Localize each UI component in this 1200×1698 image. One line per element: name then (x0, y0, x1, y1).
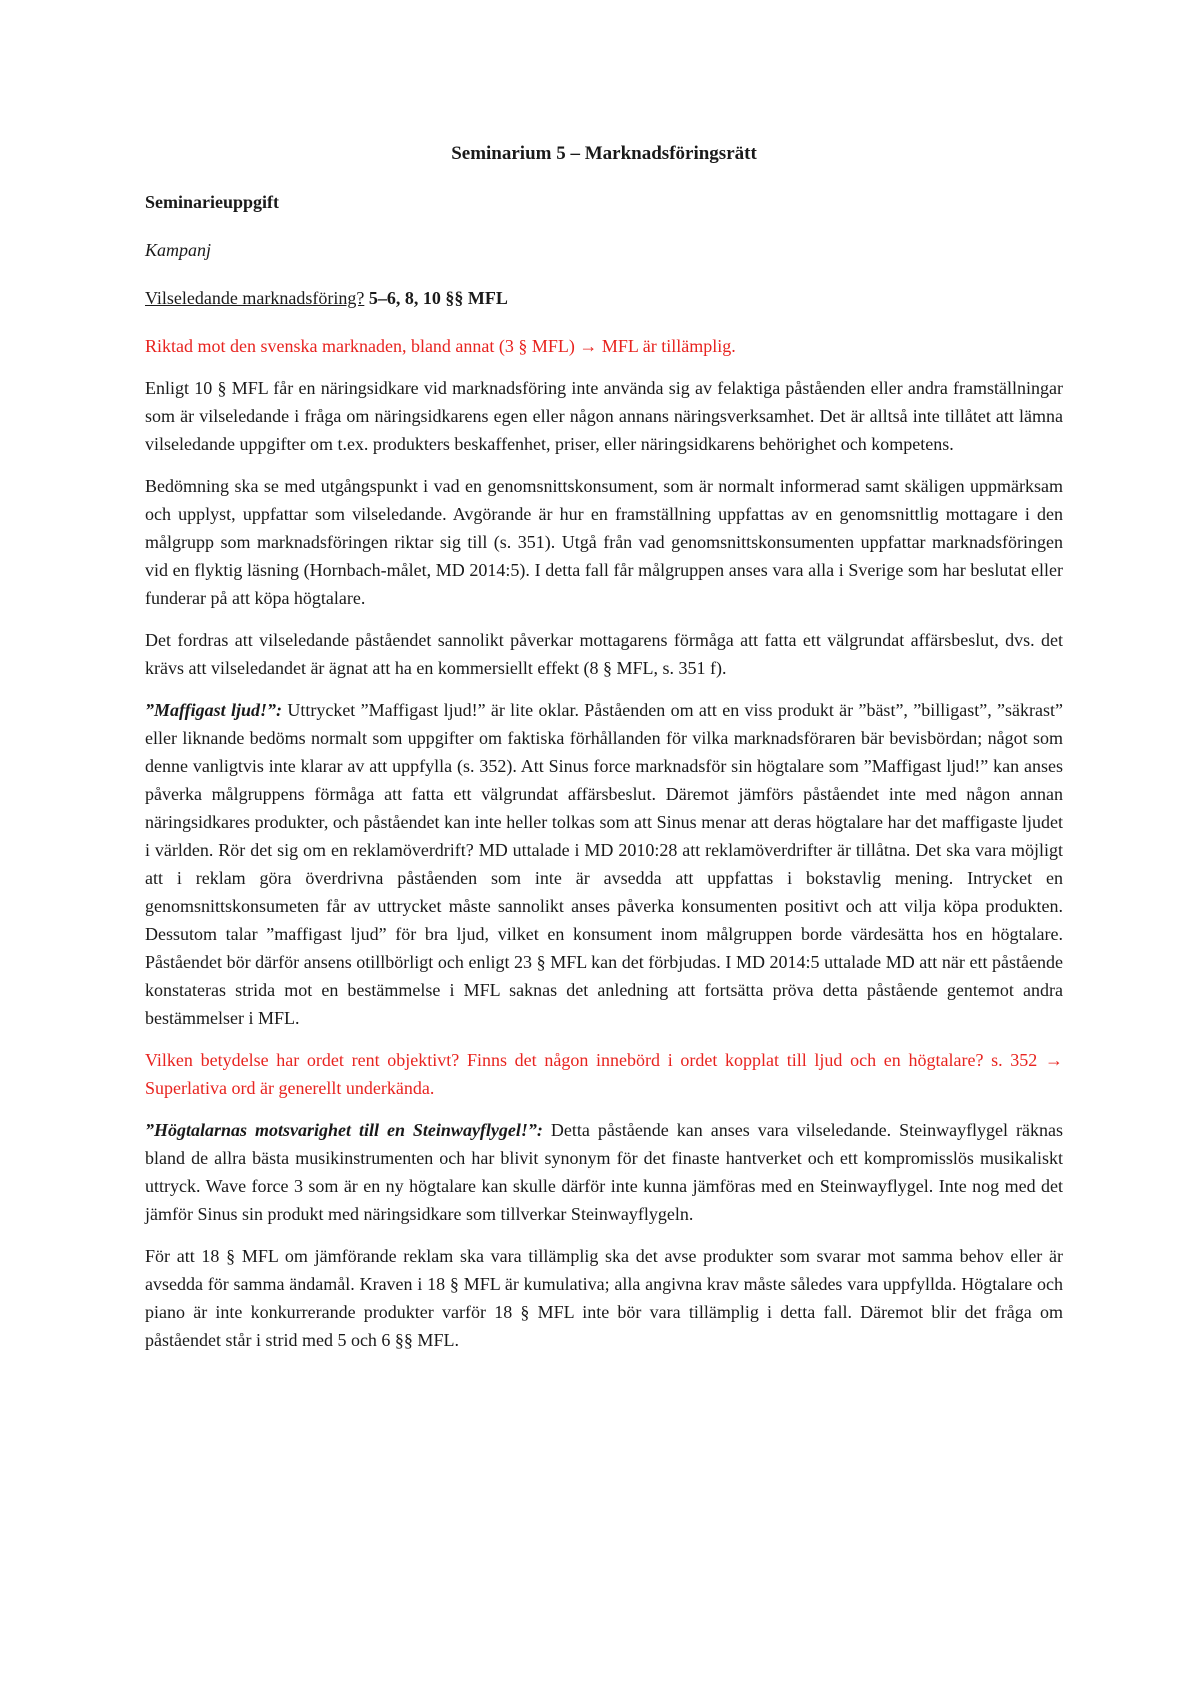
topic-statutes: 5–6, 8, 10 §§ MFL (364, 288, 508, 308)
note-superlatives: Vilken betydelse har ordet rent objektivt? Finns det någon innebörd i ordet kopplat till ljud och en högtalare? s. 352 → Superlativa ord är generellt underkända. (145, 1050, 1063, 1098)
topic-line (145, 284, 1063, 312)
topic-question: Vilseledande marknadsföring? (145, 288, 365, 308)
note-applicability: Riktad mot den svenska marknaden, bland annat (3 § MFL) → MFL är tillämplig. (145, 336, 736, 356)
claim-maffigast-body: Uttrycket ”Maffigast ljud!” är lite oklar. Påståenden om att en viss produkt är ”bäst”, ”billigast”, ”säkrast” eller liknande bedöms normalt som uppgifter om faktiska förhållanden för vilka marknadsföraren bär bevisbördan; något som denne vanligtvis inte klarar av att uppfylla (s. 352). Att Sinus force marknadsför sin högtalare som ”Maffigast ljud!” kan anses påverka målgruppens förmåga att fatta ett välgrundat affärsbeslut. Däremot jämförs påståendet inte med någon annan näringsidkares produkter, och påståendet kan inte heller tolkas som att Sinus menar att deras högtalare har det maffigaste ljudet i världen. Rör det sig om en reklamöverdrift? MD uttalade i MD 2010:28 att reklamöverdrifter är tillåtna. Det ska vara möjligt att i reklam göra överdrivna påståenden som inte är avsedda att uppfattas i bokstavlig mening. Intrycket en genomsnittskonsumeten får av uttrycket måste sannolikt anses påverka konsumenten positivt och att vilja köpa produkten. Dessutom talar ”maffigast ljud” för bra ljud, vilket en konsument inom målgruppen borde värdesätta hos en högtalare. Påståendet bör därför ansens otillbörligt och enligt 23 § MFL kan det förbjudas. I MD 2014:5 uttalade MD att när ett påstående konstateras strida mot en bestämmelse i MFL saknas det anledning att fortsätta pröva detta påstående gentemot andra bestämmelser i MFL. (145, 700, 1064, 1028)
paragraph-18-mfl: För att 18 § MFL om jämförande reklam ska vara tillämplig ska det avse produkter som svarar mot samma behov eller är avsedda för samma ändamål. Kraven i 18 § MFL är kumulativa; alla angivna krav måste således vara uppfyllda. Högtalare och piano är inte konkurrerande produkter varför 18 § MFL inte bör vara tillämplig i detta fall. Däremot blir det fråga om påståendet står i strid med 5 och 6 §§ MFL. (145, 1246, 1063, 1350)
document-title: Seminarium 5 – Marknadsföringsrätt (451, 143, 757, 164)
subheading-kampanj: Kampanj (145, 240, 212, 260)
paragraph-requirement: Det fordras att vilseledande påståendet sannolikt påverkar mottagarens förmåga att fatta ett välgrundat affärsbeslut, dvs. det krävs att vilseledandet är ägnat att ha en kommersiellt effekt (8 § MFL, s. 351 f). (145, 630, 1063, 678)
paragraph-claim-maffigast (145, 696, 1063, 1032)
paragraph-claim-steinway (145, 1116, 1063, 1228)
section-heading: Seminarieuppgift (145, 192, 280, 212)
paragraph-assessment: Bedömning ska se med utgångspunkt i vad en genomsnittskonsument, som är normalt informerad samt skäligen uppmärksam och upplyst, uppfattar som vilseledande. Avgörande är hur en framställning uppfattas av en genomsnittlig mottagare i den målgrupp som marknadsföringen riktar sig till (s. 351). Utgå från vad genomsnittskonsumenten uppfattar marknadsföringen vid en flyktig läsning (Hornbach-målet, MD 2014:5). I detta fall får målgruppen anses vara alla i Sverige som har beslutat eller funderar på att köpa högtalare. (145, 476, 1063, 608)
claim-steinway-lead: ”Högtalarnas motsvarighet till en Steinwayflygel!”: (145, 1120, 543, 1140)
document-body (145, 140, 1063, 1368)
claim-maffigast-lead: ”Maffigast ljud!”: (145, 700, 283, 720)
paragraph-10-mfl: Enligt 10 § MFL får en näringsidkare vid marknadsföring inte använda sig av felaktiga påståenden eller andra framställningar som är vilseledande i fråga om näringsidkarens egen eller någon annans näringsverksamhet. Det är alltså inte tillåtet att lämna vilseledande uppgifter om t.ex. produkters beskaffenhet, priser, eller näringsidkarens behörighet och kompetens. (145, 378, 1063, 454)
claim-steinway-body: Detta påstående kan anses vara vilseledande. Steinwayflygel räknas bland de allra bästa musikinstrumenten och har blivit synonym för det finaste hantverket och ett kompromisslös musikaliskt uttryck. Wave force 3 som är en ny högtalare kan skulle därför inte kunna jämföras med en Steinwayflygel. Inte nog med det jämför Sinus sin produkt med näringsidkare som tillverkar Steinwayflygeln. (145, 1120, 1063, 1224)
